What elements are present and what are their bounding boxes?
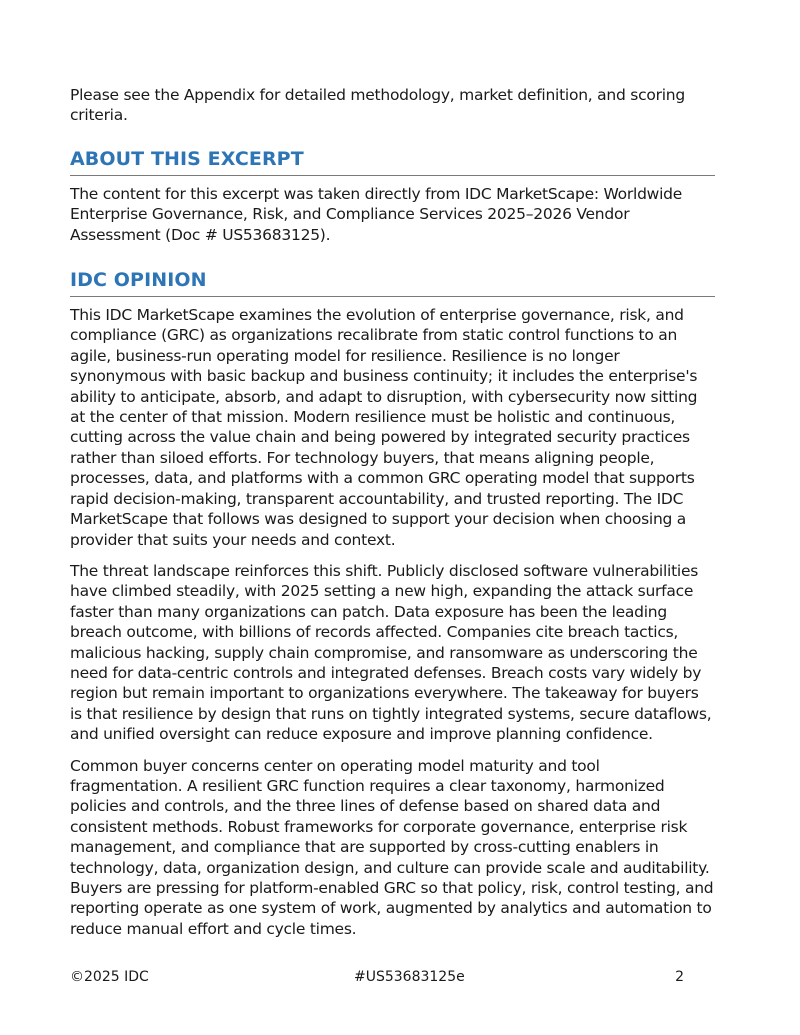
about-paragraph: The content for this excerpt was taken directly from IDC MarketScape: Worldwide Enterprise Governance, Risk, and Compliance Services 2025–2026 Vendor Assessment (Doc # US53683125). — [70, 184, 683, 244]
page-content — [70, 85, 715, 939]
footer-copyright: ©2025 IDC — [70, 969, 149, 985]
about-heading: ABOUT THIS EXCERPT — [70, 147, 715, 176]
opinion-paragraph-3: Common buyer concerns center on operating model maturity and tool fragmentation. A resilient GRC function requires a clear taxonomy, harmonized policies and controls, and the three lines of defense based on shared data and consistent methods. Robust frameworks for corporate governance, enterprise risk management, and compliance that are supported by cross-cutting enablers in technology, data, organization design, and culture can provide scale and auditability. Buyers are pressing for platform-enabled GRC so that policy, risk, control testing, and reporting operate as one system of work, augmented by analytics and automation to reduce manual effort and cycle times. — [70, 756, 714, 938]
page-footer — [70, 968, 684, 986]
footer-page-number: 2 — [675, 969, 684, 985]
opinion-heading: IDC OPINION — [70, 268, 715, 297]
opinion-paragraph-2: The threat landscape reinforces this shift. Publicly disclosed software vulnerabilities have climbed steadily, with 2025 setting a new high, expanding the attack surface faster than many organizations can patch. Data exposure has been the leading breach outcome, with billions of records affected. Companies cite breach tactics, malicious hacking, supply chain compromise, and ransomware as underscoring the need for data-centric controls and integrated defenses. Breach costs vary widely by region but remain important to organizations everywhere. The takeaway for buyers is that resilience by design that runs on tightly integrated systems, secure dataflows, and unified oversight can reduce exposure and improve planning confidence. — [70, 561, 712, 744]
intro-paragraph: Please see the Appendix for detailed methodology, market definition, and scoring criteria. — [70, 86, 685, 125]
footer-doc-id: #US53683125e — [354, 969, 465, 985]
opinion-paragraph-1: This IDC MarketScape examines the evolution of enterprise governance, risk, and compliance (GRC) as organizations recalibrate from static control functions to an agile, business-run operating model for resilience. Resilience is no longer synonymous with basic backup and business continuity; it includes the enterprise's ability to anticipate, absorb, and adapt to disruption, with cybersecurity now sitting at the center of that mission. Modern resilience must be holistic and continuous, cutting across the value chain and being powered by integrated security practices rather than siloed efforts. For technology buyers, that means aligning people, processes, data, and platforms with a common GRC operating model that supports rapid decision-making, transparent accountability, and trusted reporting. The IDC MarketScape that follows was designed to support your decision when choosing a provider that suits your needs and context. — [70, 306, 698, 549]
